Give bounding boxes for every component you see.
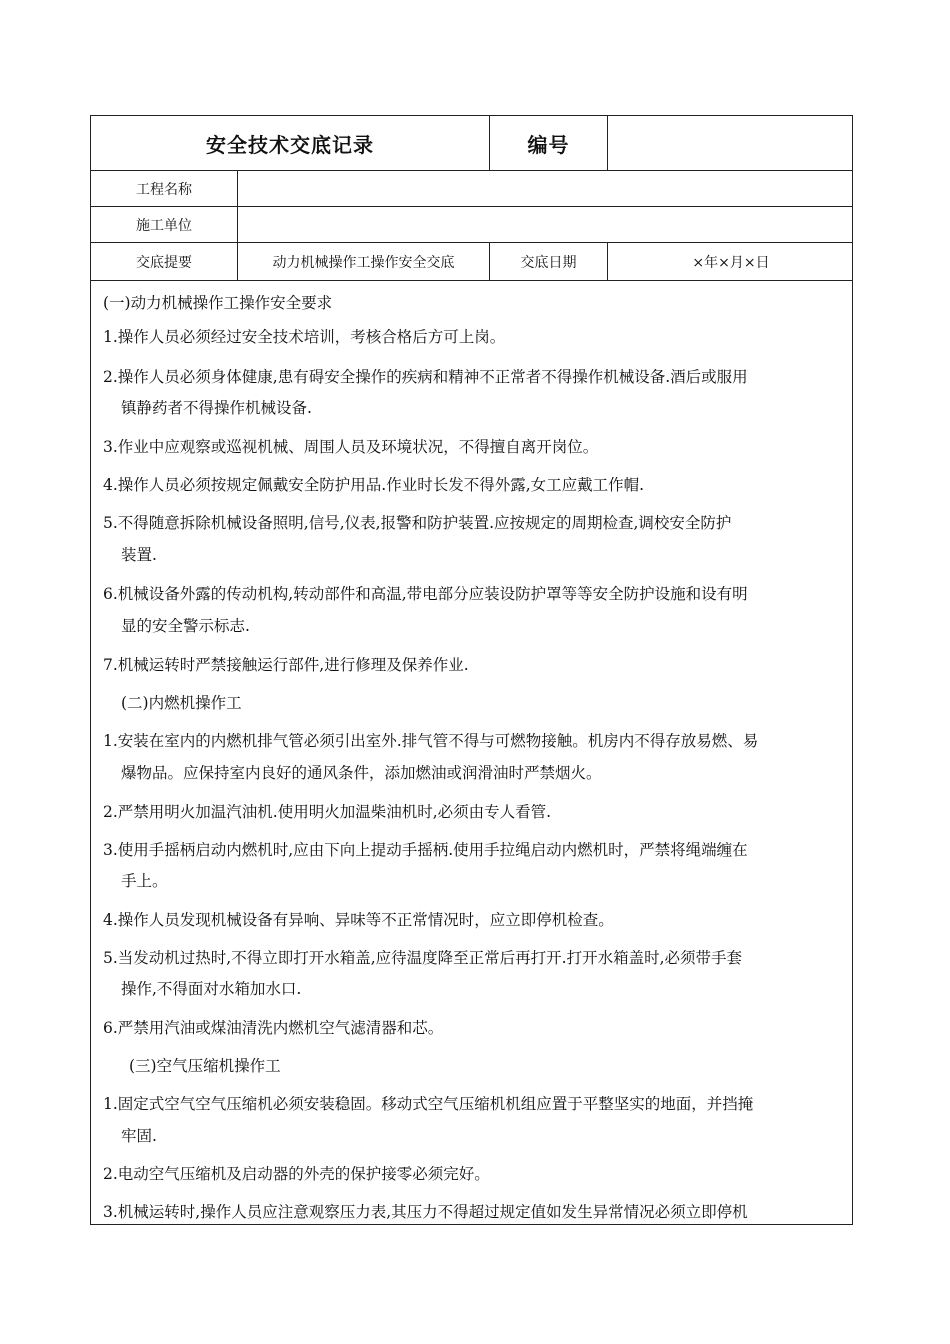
header-row (91, 116, 852, 171)
content-line: 牢固. (121, 1127, 157, 1145)
construction-unit-value (237, 207, 853, 242)
content-line: 4.操作人员发现机械设备有异响、异味等不正常情况时，应立即停机检查。 (103, 911, 614, 929)
content-line: 显的安全警示标志. (121, 617, 250, 635)
content-line: 1.安装在室内的内燃机排气管必须引出室外.排气管不得与可燃物接触。机房内不得存放易燃、易 (103, 732, 759, 750)
project-name-row (91, 171, 852, 207)
content-line: 操作,不得面对水箱加水口. (121, 980, 302, 998)
section-heading-1: (一)动力机械操作工操作安全要求 (103, 294, 333, 312)
content-line: 6.严禁用汽油或煤油清洗内燃机空气滤清器和芯。 (103, 1019, 444, 1037)
content-line: 镇静药者不得操作机械设备. (121, 399, 312, 417)
content-line: 2.操作人员必须身体健康,患有碍安全操作的疾病和精神不正常者不得操作机械设备.酒后或服用 (103, 368, 748, 386)
content-line: 3.作业中应观察或巡视机械、周围人员及环境状况，不得擅自离开岗位。 (103, 438, 599, 456)
content-line: 1.操作人员必须经过安全技术培训，考核合格后方可上岗。 (103, 328, 506, 346)
date-label: 交底日期 (489, 243, 607, 280)
content-line: 1.固定式空气空气压缩机必须安装稳固。移动式空气压缩机机组应置于平整坚实的地面，并挡掩 (103, 1095, 754, 1113)
content-line: 手上。 (121, 872, 168, 890)
content-line: 7.机械运转时严禁接触运行部件,进行修理及保养作业. (103, 656, 469, 674)
content-line: 6.机械设备外露的传动机构,转动部件和高温,带电部分应装设防护罩等等安全防护设施和设有明 (103, 585, 748, 603)
form-title: 安全技术交底记录 (206, 132, 374, 157)
project-name-label: 工程名称 (136, 181, 192, 198)
content-line: 爆物品。应保持室内良好的通风条件，添加燃油或润滑油时严禁烟火。 (121, 764, 602, 782)
summary-row (91, 243, 852, 281)
content-line: 2.电动空气压缩机及启动器的外壳的保护接零必须完好。 (103, 1165, 490, 1183)
content-line: 3.使用手摇柄启动内燃机时,应由下向上提动手摇柄.使用手拉绳启动内燃机时，严禁将绳端缠在 (103, 841, 748, 859)
content-line: 2.严禁用明火加温汽油机.使用明火加温柴油机时,必须由专人看管. (103, 803, 552, 821)
section-heading-2: (二)内燃机操作工 (121, 694, 242, 712)
content-line: 3.机械运转时,操作人员应注意观察压力表,其压力不得超过规定值如发生异常情况必须立即停机 (103, 1203, 748, 1221)
summary-label: 交底提要 (136, 254, 192, 271)
safety-briefing-form (90, 115, 853, 1225)
construction-unit-label: 施工单位 (136, 217, 192, 234)
number-value (607, 116, 853, 170)
section-heading-3: (三)空气压缩机操作工 (129, 1057, 281, 1075)
content-line: 5.当发动机过热时,不得立即打开水箱盖,应待温度降至正常后再打开.打开水箱盖时,必须带手套 (103, 949, 742, 967)
date-value: ×年×月×日 (607, 243, 853, 280)
project-name-value (237, 171, 853, 206)
content-line: 装置. (121, 546, 157, 564)
construction-unit-row (91, 207, 852, 243)
summary-value: 动力机械操作工操作安全交底 (237, 243, 489, 280)
content-line: 4.操作人员必须按规定佩戴安全防护用品.作业时长发不得外露,女工应戴工作帽. (103, 476, 645, 494)
number-label: 编号 (489, 116, 607, 170)
content-line: 5.不得随意拆除机械设备照明,信号,仪表,报警和防护装置.应按规定的周期检查,调校安全防护 (103, 514, 732, 532)
